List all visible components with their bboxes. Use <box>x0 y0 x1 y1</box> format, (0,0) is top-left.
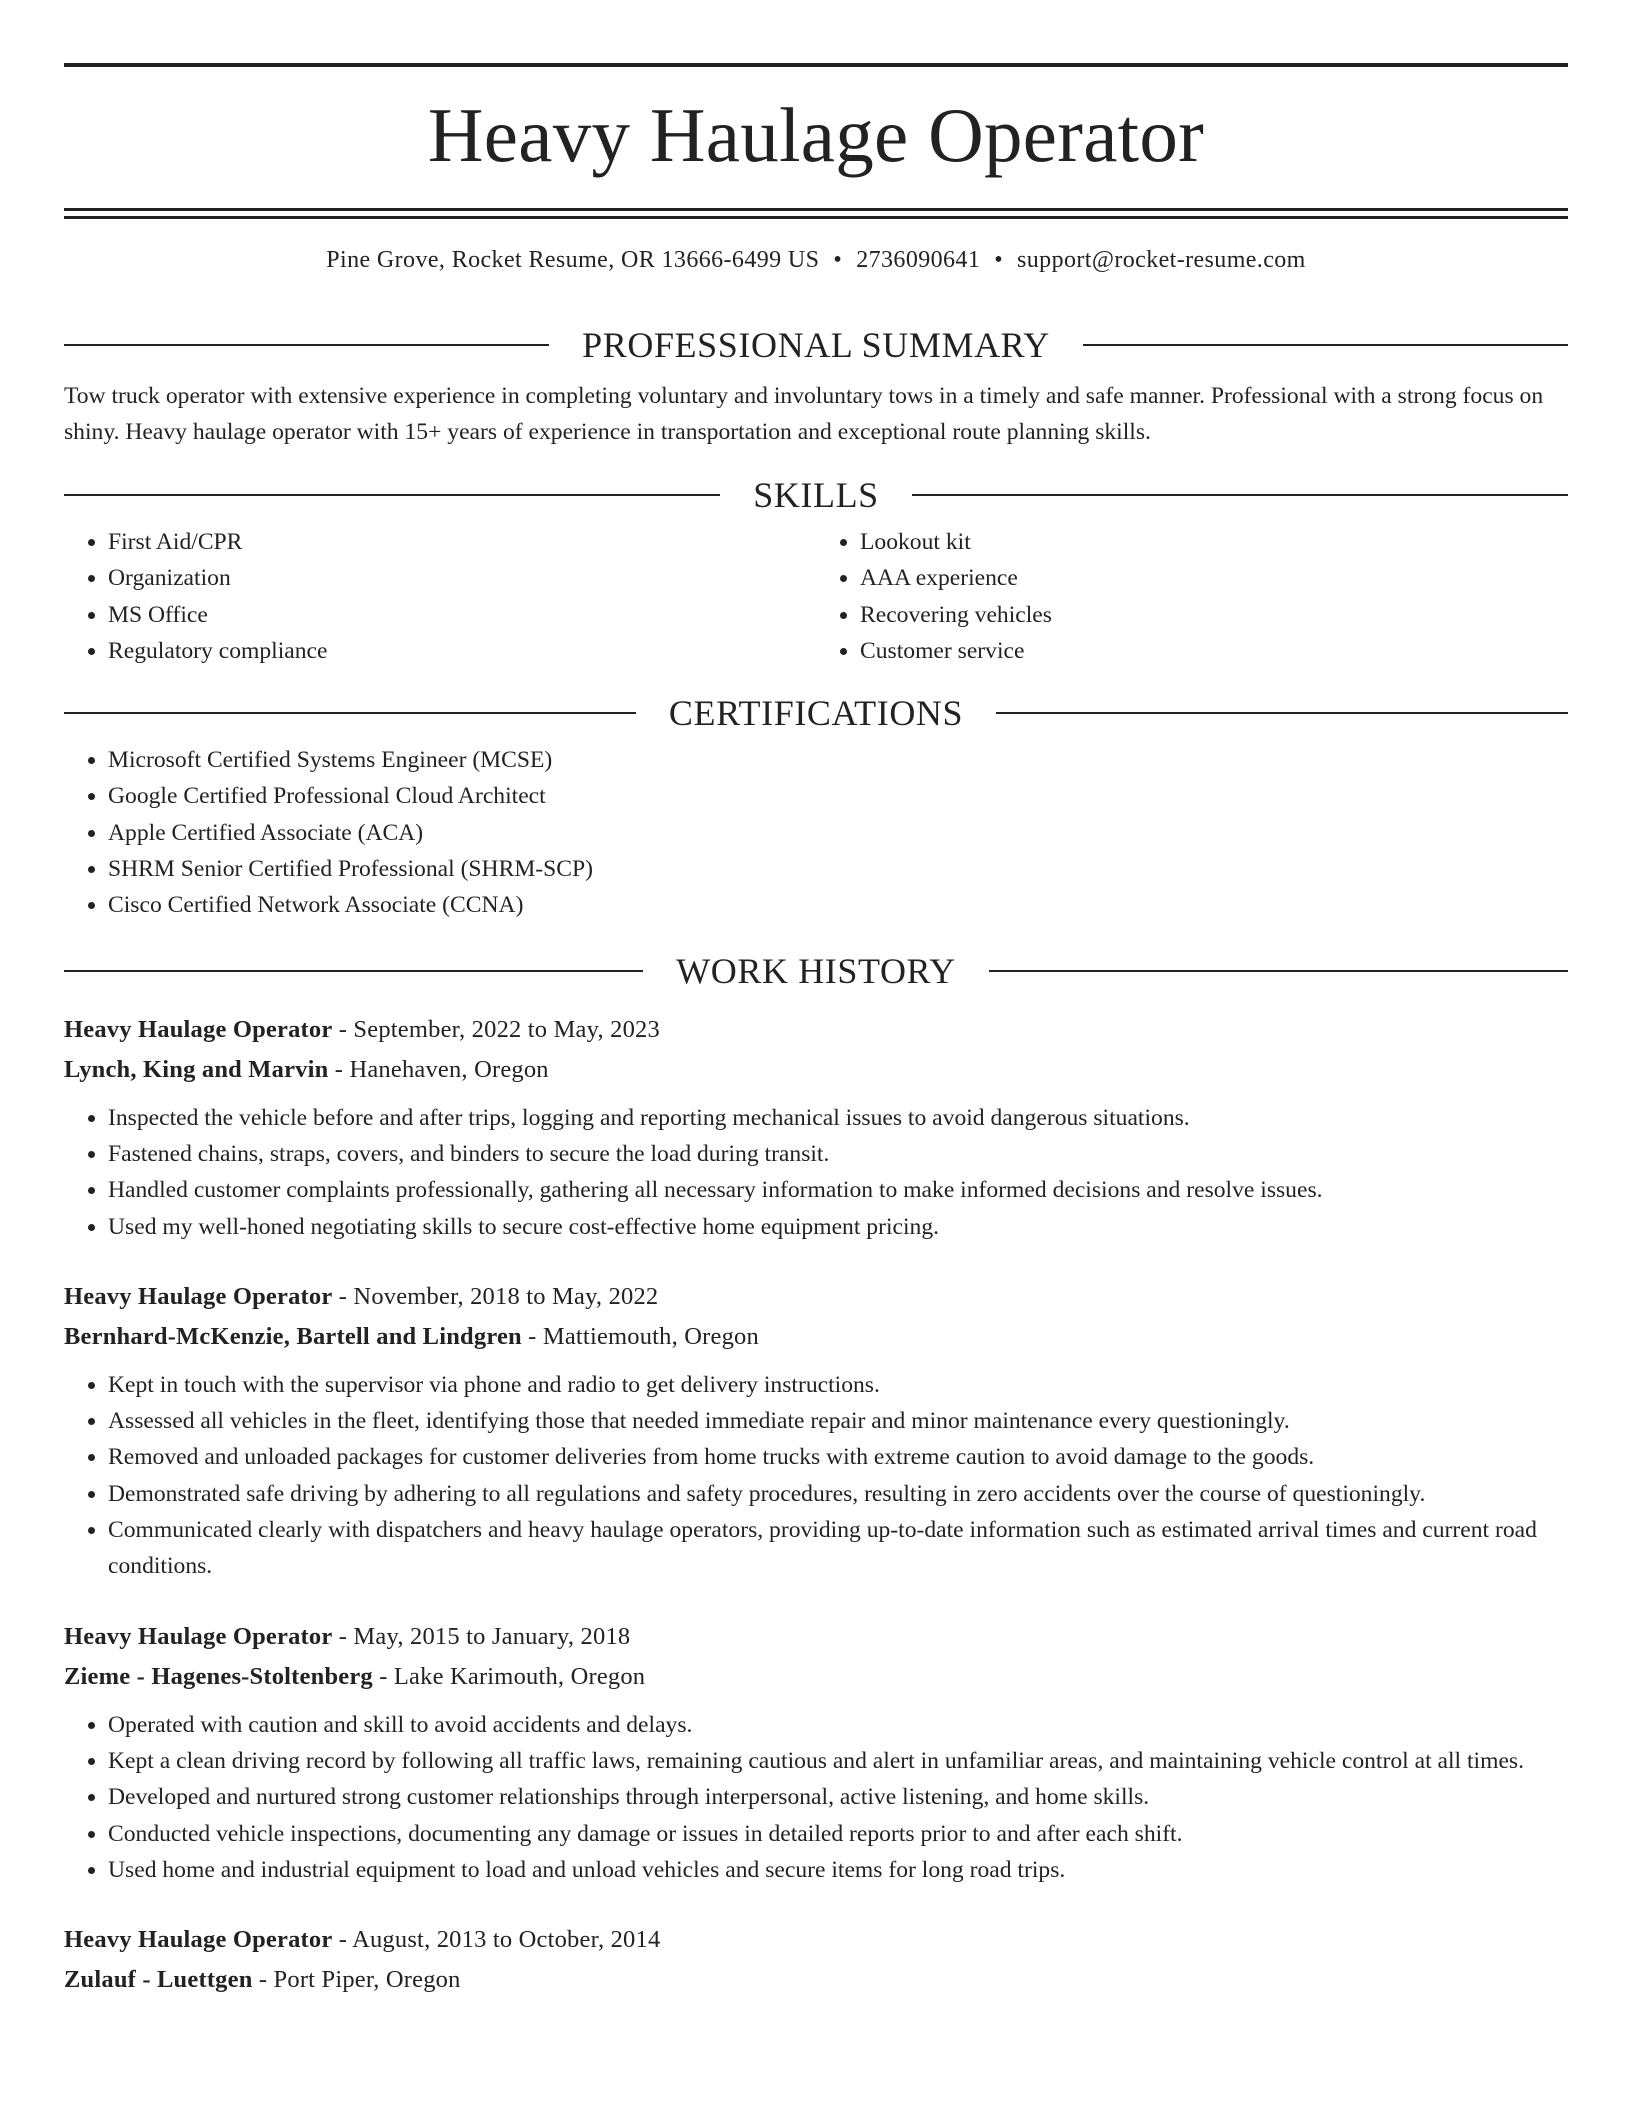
job-entry <box>64 1010 1568 1245</box>
job-dates: - November, 2018 to May, 2022 <box>332 1282 659 1310</box>
certification-item: • Microsoft Certified Systems Engineer (MCSE) <box>108 742 1568 778</box>
work-history-heading-label: WORK HISTORY <box>676 950 956 991</box>
job-bullet: • Fastened chains, straps, covers, and binders to secure the load during transit. <box>108 1136 1568 1172</box>
resume-page <box>64 0 1568 2032</box>
skill-item: • Organization <box>108 560 816 596</box>
job-title: Heavy Haulage Operator <box>64 1282 333 1310</box>
job-company: Bernhard-McKenzie, Bartell and Lindgren <box>64 1322 522 1350</box>
job-title: Heavy Haulage Operator <box>64 1015 333 1043</box>
summary-heading <box>64 322 1568 368</box>
skill-item: • Customer service <box>860 633 1568 669</box>
skills-heading-label: SKILLS <box>753 475 879 515</box>
certifications-section <box>64 690 1568 923</box>
heading-rule-left <box>64 970 643 972</box>
skills-list-left <box>64 524 816 669</box>
job-bullet: • Kept in touch with the supervisor via phone and radio to get delivery instructions. <box>108 1367 1568 1403</box>
job-bullet: • Developed and nurtured strong customer relationships through interpersonal, active listening, and home skills. <box>108 1779 1568 1815</box>
contact-email[interactable]: support@rocket-resume.com <box>1017 247 1306 273</box>
job-title: Heavy Haulage Operator <box>64 1622 333 1650</box>
certification-item: • SHRM Senior Certified Professional (SHRM-SCP) <box>108 851 1568 887</box>
skills-section <box>64 472 1568 669</box>
job-company-line <box>64 1657 1568 1697</box>
skill-item: • First Aid/CPR <box>108 524 816 560</box>
job-title-line <box>64 1920 1568 1960</box>
job-bullet: • Kept a clean driving record by following all traffic laws, remaining cautious and alert in unfamiliar areas, and maintaining vehicle control at all times. <box>108 1743 1568 1779</box>
certification-item: • Google Certified Professional Cloud Architect <box>108 778 1568 814</box>
job-dates: - May, 2015 to January, 2018 <box>332 1622 631 1650</box>
job-bullet: • Used my well-honed negotiating skills to secure cost-effective home equipment pricing. <box>108 1209 1568 1245</box>
top-rule <box>64 63 1568 67</box>
heading-rule-left <box>64 712 636 714</box>
contact-line <box>64 247 1568 287</box>
job-entry <box>64 1277 1568 1585</box>
job-bullets <box>64 1100 1568 1245</box>
heading-rule-right <box>912 494 1568 496</box>
job-dates: - September, 2022 to May, 2023 <box>332 1015 660 1043</box>
certifications-list <box>64 742 1568 923</box>
summary-text: Tow truck operator with extensive experience in completing voluntary and involuntary tows in a timely and safe manner. Professional with a strong focus on shiny. Heavy haulage operator with 15+ years of experience in transportation and exceptional route planning skills. <box>64 383 1544 445</box>
certification-item: • Apple Certified Associate (ACA) <box>108 815 1568 851</box>
header <box>64 0 1568 287</box>
contact-phone: 2736090641 <box>856 247 981 273</box>
job-bullet: • Demonstrated safe driving by adhering to all regulations and safety procedures, resulting in zero accidents over the course of questioningly. <box>108 1476 1568 1512</box>
skill-item: • Recovering vehicles <box>860 597 1568 633</box>
heading-rule-left <box>64 344 549 346</box>
summary-heading-label: PROFESSIONAL SUMMARY <box>582 325 1050 365</box>
job-bullet: • Handled customer complaints professionally, gathering all necessary information to make informed decisions and resolve issues. <box>108 1172 1568 1208</box>
contact-separator: • <box>833 247 843 273</box>
contact-separator: • <box>994 247 1004 273</box>
job-location: - Lake Karimouth, Oregon <box>372 1662 646 1690</box>
skills-list-right <box>816 524 1568 669</box>
certification-item: • Cisco Certified Network Associate (CCNA) <box>108 887 1568 923</box>
certifications-heading-label: CERTIFICATIONS <box>668 693 964 734</box>
job-title: Heavy Haulage Operator <box>64 1926 333 1954</box>
job-bullet: • Conducted vehicle inspections, documenting any damage or issues in detailed reports prior to and after each shift. <box>108 1816 1568 1852</box>
job-bullet: • Used home and industrial equipment to load and unload vehicles and secure items for long road trips. <box>108 1852 1568 1888</box>
resume-name: Heavy Haulage Operator <box>427 92 1205 178</box>
name-double-rule <box>64 208 1568 219</box>
job-company-line <box>64 1317 1568 1357</box>
job-bullet: • Removed and unloaded packages for customer deliveries from home trucks with extreme caution to avoid damage to the goods. <box>108 1439 1568 1475</box>
job-bullet: • Operated with caution and skill to avoid accidents and delays. <box>108 1707 1568 1743</box>
job-company-line <box>64 1960 1568 2000</box>
work-history-heading <box>64 948 1568 994</box>
job-company: Zieme - Hagenes-Stoltenberg <box>64 1662 373 1690</box>
heading-rule-right <box>1083 344 1568 346</box>
job-bullet: • Assessed all vehicles in the fleet, identifying those that needed immediate repair and minor maintenance every questioningly. <box>108 1403 1568 1439</box>
job-entry <box>64 1920 1568 2000</box>
job-title-line <box>64 1277 1568 1317</box>
job-entry <box>64 1617 1568 1888</box>
heading-rule-right <box>989 970 1568 972</box>
job-bullet: • Communicated clearly with dispatchers and heavy haulage operators, providing up-to-date information such as estimated arrival times and current road conditions. <box>108 1512 1568 1585</box>
job-location: - Hanehaven, Oregon <box>328 1055 549 1083</box>
heading-rule-left <box>64 494 720 496</box>
job-location: - Mattiemouth, Oregon <box>521 1322 759 1350</box>
job-bullets <box>64 1707 1568 1888</box>
job-company: Lynch, King and Marvin <box>64 1055 329 1083</box>
certifications-heading <box>64 690 1568 736</box>
skills-columns <box>64 524 1568 669</box>
job-title-line <box>64 1617 1568 1657</box>
job-company-line <box>64 1050 1568 1090</box>
job-location: - Port Piper, Oregon <box>252 1966 461 1994</box>
skills-heading <box>64 472 1568 518</box>
heading-rule-right <box>996 712 1568 714</box>
skill-item: • Regulatory compliance <box>108 633 816 669</box>
job-dates: - August, 2013 to October, 2014 <box>332 1926 661 1954</box>
skill-item: • AAA experience <box>860 560 1568 596</box>
summary-section <box>64 322 1568 450</box>
job-company: Zulauf - Luettgen <box>64 1966 253 1994</box>
work-history-section <box>64 948 1568 2000</box>
skill-item: • Lookout kit <box>860 524 1568 560</box>
job-title-line <box>64 1010 1568 1050</box>
job-bullet: • Inspected the vehicle before and after trips, logging and reporting mechanical issues to avoid dangerous situations. <box>108 1100 1568 1136</box>
jobs-list <box>64 1010 1568 2000</box>
skill-item: • MS Office <box>108 597 816 633</box>
contact-address: Pine Grove, Rocket Resume, OR 13666-6499 US <box>326 247 820 273</box>
job-bullets <box>64 1367 1568 1585</box>
